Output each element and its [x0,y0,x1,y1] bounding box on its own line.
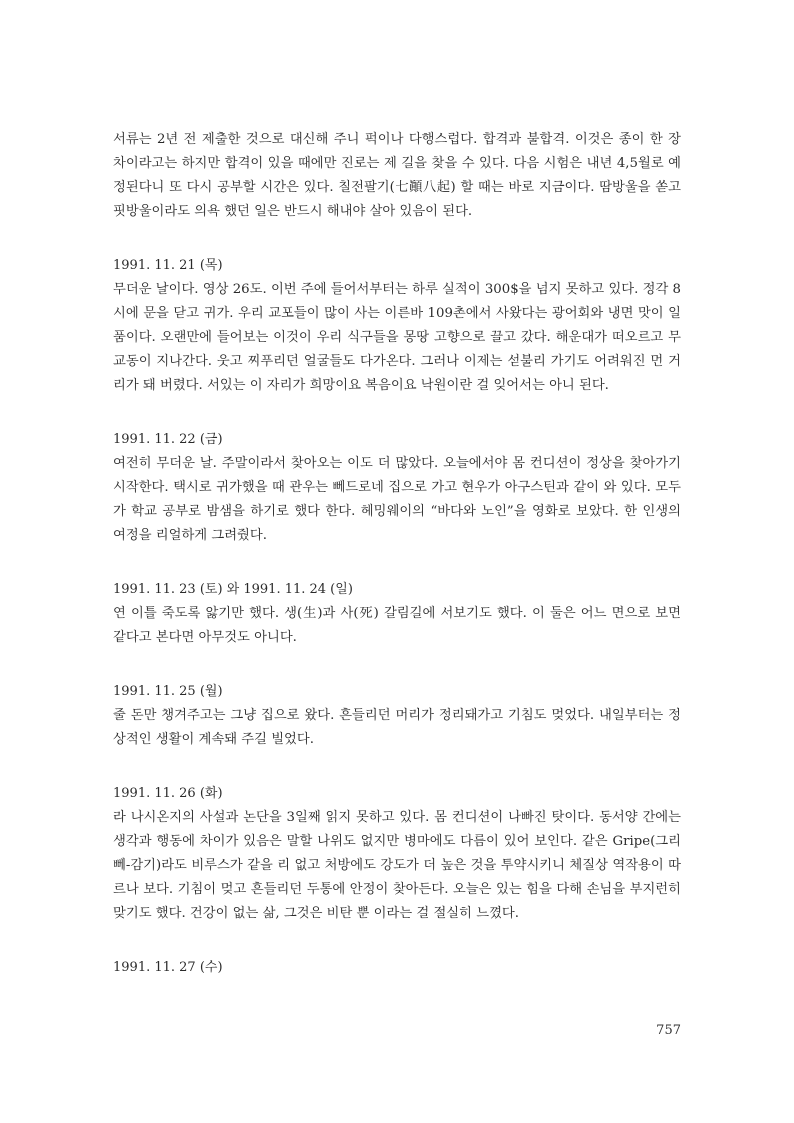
diary-entry-1127 [113,956,681,980]
page-number: 757 [656,1023,681,1038]
entry-text: 라 나시온지의 사설과 논단을 3일째 읽지 못하고 있다. 몸 컨디션이 나빠진 탓이다. 동서양 간에는 생각과 행동에 차이가 있음은 말할 나위도 없지만 병마에도 다름이 있어 보인다. 같은 Gripe(그리뻬-감기)라도 비루스가 같을 리 없고 처방에도 강도가 더 높은 것을 투약시키니 체질상 역작용이 따르나 보다. 기침이 멎고 흔들리던 두통에 안정이 찾아든다. 오늘은 있는 힘을 다해 손님을 부지런히 맞기도 했다. 건강이 없는 삶, 그것은 비탄 뿐 이라는 걸 절실히 느꼈다. [113,810,681,921]
diary-entry-1123-1124 [113,578,681,650]
entry-date: 1991. 11. 22 (금) [113,432,223,447]
intro-paragraph: 서류는 2년 전 제출한 것으로 대신해 주니 퍽이나 다행스럽다. 합격과 불합격. 이것은 종이 한 장 차이라고는 하지만 합격이 있을 때에만 진로는 제 길을 찾을 수 있다. 다음 시험은 내년 4,5월로 예정된다니 또 다시 공부할 시간은 있다. 칠전팔기(七顚八起) 할 때는 바로 지금이다. 땀방울을 쏟고 핏방울이라도 의욕 했던 일은 반드시 해내야 살아 있음이 된다. [113,132,681,219]
entry-text: 줄 돈만 챙겨주고는 그냥 집으로 왔다. 흔들리던 머리가 정리돼가고 기침도 멎었다. 내일부터는 정상적인 생활이 계속돼 주길 빌었다. [113,708,681,747]
entry-text: 여전히 무더운 날. 주말이라서 찾아오는 이도 더 많았다. 오늘에서야 몸 컨디션이 정상을 찾아가기 시작한다. 택시로 귀가했을 때 관우는 뻬드로네 집으로 가고 현우가 아구스틴과 같이 와 있다. 모두가 학교 공부로 밤샘을 하기로 했다 한다. 헤밍웨이의 “바다와 노인”을 영화로 보았다. 한 인생의 여정을 리얼하게 그려줬다. [113,456,681,543]
entry-date: 1991. 11. 25 (월) [113,684,223,699]
entry-date: 1991. 11. 27 (수) [113,960,223,975]
diary-entry-1121 [113,254,681,398]
entry-date: 1991. 11. 21 (목) [113,258,223,273]
entry-text: 무더운 날이다. 영상 26도. 이번 주에 들어서부터는 하루 실적이 300$을 넘지 못하고 있다. 정각 8시에 문을 닫고 귀가. 우리 교포들이 많이 사는 이른바 109촌에서 사왔다는 광어회와 냉면 맛이 일품이다. 오랜만에 들어보는 이것이 우리 식구들을 몽땅 고향으로 끌고 갔다. 해운대가 떠오르고 무교동이 지나간다. 웃고 찌푸리던 얼굴들도 다가온다. 그러나 이제는 섣불리 가기도 어려워진 먼 거리가 돼 버렸다. 서있는 이 자리가 희망이요 복음이요 낙원이란 걸 잊어서는 아니 된다. [113,282,681,393]
entry-text: 연 이틀 죽도록 앓기만 했다. 생(生)과 사(死) 갈림길에 서보기도 했다. 이 둘은 어느 면으로 보면 같다고 본다면 아무것도 아니다. [113,606,681,645]
document-page [113,128,681,980]
diary-entry-1122 [113,428,681,548]
entry-date: 1991. 11. 23 (토) 와 1991. 11. 24 (일) [113,582,353,597]
entry-date: 1991. 11. 26 (화) [113,786,223,801]
diary-entry-1125 [113,680,681,752]
diary-entry-1126 [113,782,681,926]
